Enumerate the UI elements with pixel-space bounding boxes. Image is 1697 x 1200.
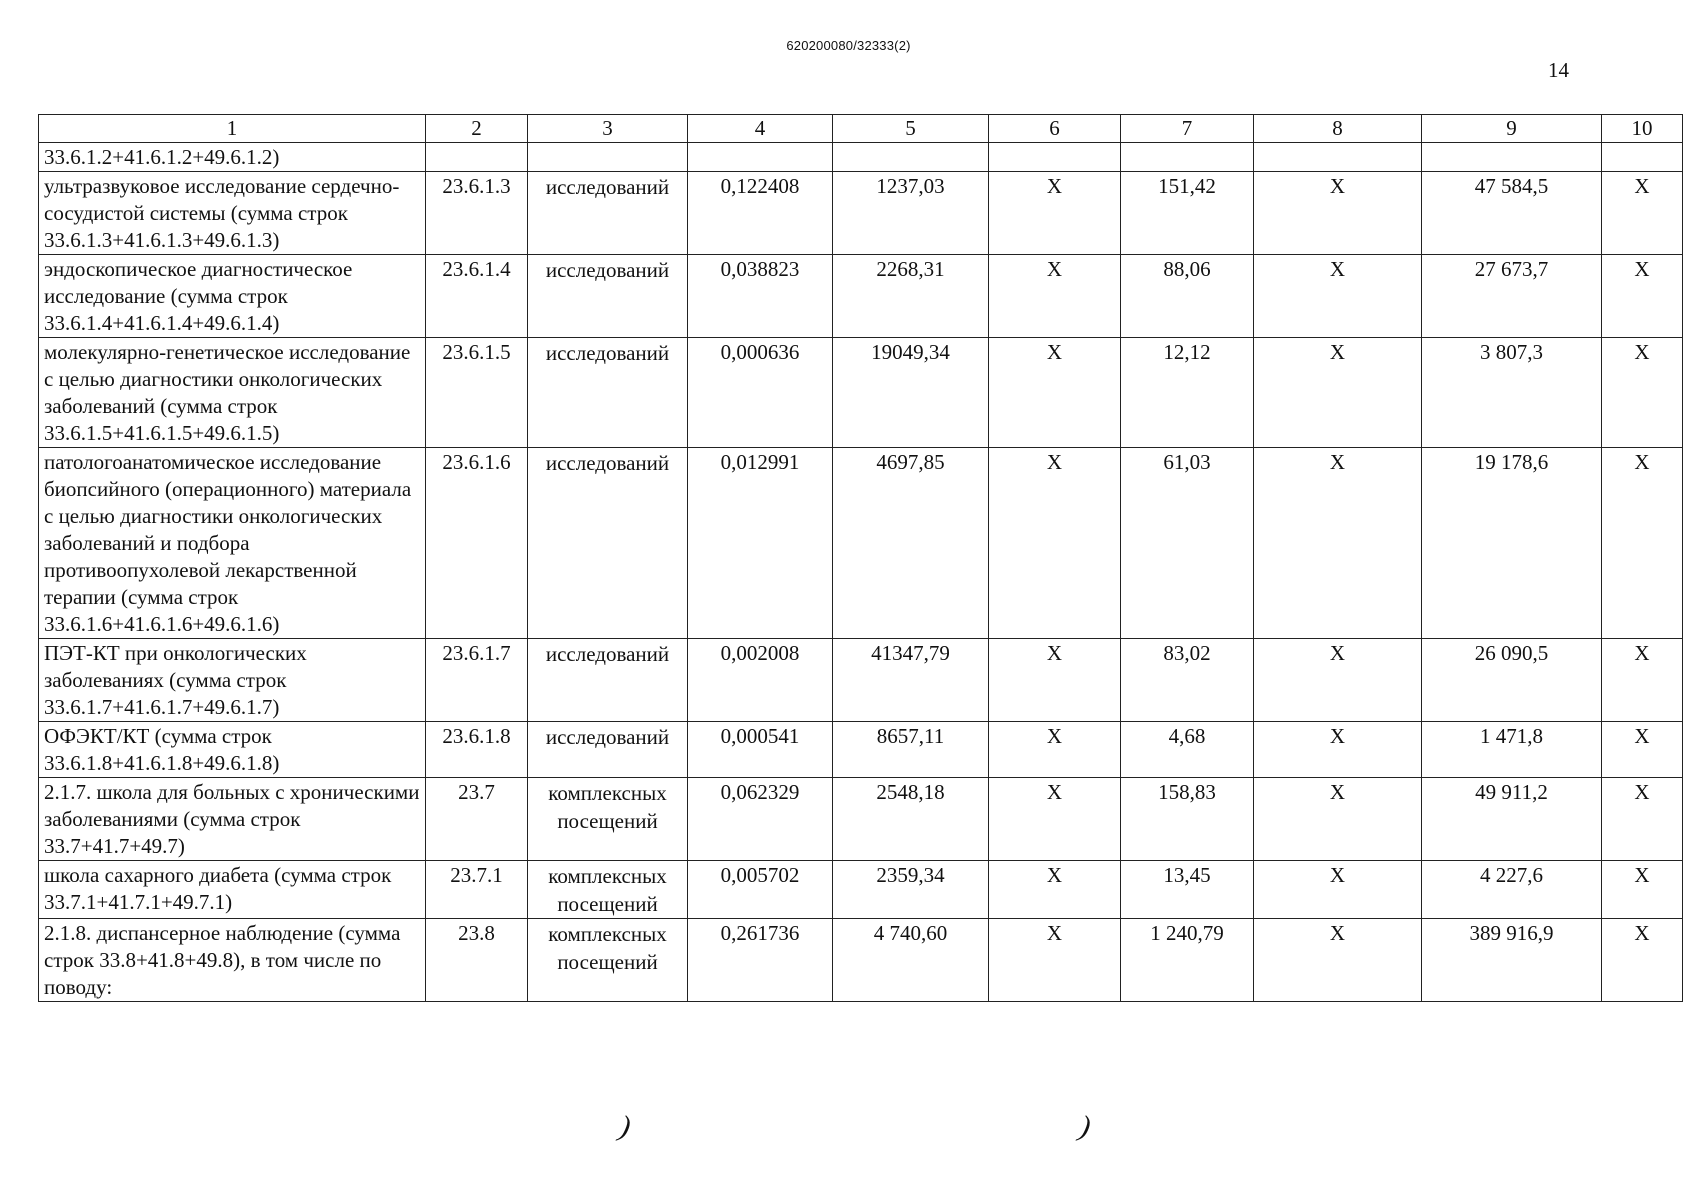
- row-col10: X: [1602, 722, 1683, 778]
- table-row: [39, 172, 1683, 255]
- row-col5: 4 740,60: [833, 919, 989, 1002]
- row-col9: 1 471,8: [1422, 722, 1602, 778]
- row-col10: X: [1602, 639, 1683, 722]
- row-col8: X: [1254, 919, 1422, 1002]
- row-unit: комплексных посещений: [528, 861, 688, 919]
- row-col5: 19049,34: [833, 338, 989, 448]
- row-col5: 41347,79: [833, 639, 989, 722]
- column-header-1: 1: [39, 115, 426, 143]
- row-col6: [989, 143, 1121, 172]
- row-description: молекулярно-генетическое исследование с целью диагностики онкологических заболеваний (сумма строк 33.6.1.5+41.6.1.5+49.6.1.5): [39, 338, 426, 448]
- row-col6: X: [989, 338, 1121, 448]
- row-col6: X: [989, 861, 1121, 919]
- row-col4: [688, 143, 833, 172]
- row-description: 2.1.8. диспансерное наблюдение (сумма строк 33.8+41.8+49.8), в том числе по поводу:: [39, 919, 426, 1002]
- column-header-8: 8: [1254, 115, 1422, 143]
- row-col4: 0,012991: [688, 448, 833, 639]
- row-col10: X: [1602, 448, 1683, 639]
- row-unit: исследований: [528, 722, 688, 778]
- row-col8: X: [1254, 448, 1422, 639]
- column-header-10: 10: [1602, 115, 1683, 143]
- row-col9: 26 090,5: [1422, 639, 1602, 722]
- row-col4: 0,000636: [688, 338, 833, 448]
- row-description: школа сахарного диабета (сумма строк 33.7.1+41.7.1+49.7.1): [39, 861, 426, 919]
- row-code: 23.8: [426, 919, 528, 1002]
- column-header-7: 7: [1121, 115, 1254, 143]
- row-col5: [833, 143, 989, 172]
- table-header: [39, 115, 1683, 143]
- row-col8: X: [1254, 722, 1422, 778]
- row-col6: X: [989, 172, 1121, 255]
- row-col7: 151,42: [1121, 172, 1254, 255]
- row-col10: X: [1602, 255, 1683, 338]
- row-unit: исследований: [528, 639, 688, 722]
- row-col7: 1 240,79: [1121, 919, 1254, 1002]
- row-col10: X: [1602, 338, 1683, 448]
- row-unit: исследований: [528, 255, 688, 338]
- row-description: 33.6.1.2+41.6.1.2+49.6.1.2): [39, 143, 426, 172]
- data-table: [38, 114, 1683, 1002]
- row-col5: 2548,18: [833, 778, 989, 861]
- row-col8: [1254, 143, 1422, 172]
- row-col8: X: [1254, 338, 1422, 448]
- row-code: 23.6.1.4: [426, 255, 528, 338]
- row-col6: X: [989, 919, 1121, 1002]
- row-col10: X: [1602, 919, 1683, 1002]
- row-code: 23.7: [426, 778, 528, 861]
- header-row: [39, 115, 1683, 143]
- table-body: [39, 143, 1683, 1002]
- row-code: [426, 143, 528, 172]
- column-header-4: 4: [688, 115, 833, 143]
- row-col9: 19 178,6: [1422, 448, 1602, 639]
- row-col5: 4697,85: [833, 448, 989, 639]
- row-code: 23.6.1.8: [426, 722, 528, 778]
- table-row: [39, 919, 1683, 1002]
- row-col9: 4 227,6: [1422, 861, 1602, 919]
- row-col10: X: [1602, 172, 1683, 255]
- column-header-2: 2: [426, 115, 528, 143]
- row-unit: комплексных посещений: [528, 778, 688, 861]
- row-col9: [1422, 143, 1602, 172]
- scan-mark-left: ): [616, 1109, 634, 1144]
- table-row: [39, 143, 1683, 172]
- row-unit: исследований: [528, 448, 688, 639]
- row-col5: 2359,34: [833, 861, 989, 919]
- row-col8: X: [1254, 778, 1422, 861]
- row-code: 23.6.1.6: [426, 448, 528, 639]
- data-table-container: [38, 114, 1682, 1002]
- row-col9: 3 807,3: [1422, 338, 1602, 448]
- row-col4: 0,000541: [688, 722, 833, 778]
- row-col7: [1121, 143, 1254, 172]
- document-id: 620200080/32333(2): [786, 38, 911, 53]
- row-description: ПЭТ-КТ при онкологических заболеваниях (сумма строк 33.6.1.7+41.6.1.7+49.6.1.7): [39, 639, 426, 722]
- row-description: патологоанатомическое исследование биопсийного (операционного) материала с целью диагностики онкологических заболеваний и подбора противоопухолевой лекарственной терапии (сумма строк 33.6.1.6+41.6.1.6+49.6.1.6): [39, 448, 426, 639]
- row-description: эндоскопическое диагностическое исследование (сумма строк 33.6.1.4+41.6.1.4+49.6.1.4): [39, 255, 426, 338]
- row-col8: X: [1254, 172, 1422, 255]
- row-col5: 8657,11: [833, 722, 989, 778]
- row-col10: [1602, 143, 1683, 172]
- row-col8: X: [1254, 861, 1422, 919]
- row-col6: X: [989, 722, 1121, 778]
- page-number: 14: [1548, 58, 1569, 82]
- row-col7: 61,03: [1121, 448, 1254, 639]
- row-col7: 12,12: [1121, 338, 1254, 448]
- table-row: [39, 448, 1683, 639]
- row-col4: 0,062329: [688, 778, 833, 861]
- row-col10: X: [1602, 861, 1683, 919]
- scan-mark-right: ): [1076, 1109, 1094, 1144]
- table-row: [39, 722, 1683, 778]
- column-header-5: 5: [833, 115, 989, 143]
- row-col9: 47 584,5: [1422, 172, 1602, 255]
- column-header-9: 9: [1422, 115, 1602, 143]
- table-row: [39, 778, 1683, 861]
- row-code: 23.6.1.7: [426, 639, 528, 722]
- table-row: [39, 861, 1683, 919]
- row-code: 23.6.1.3: [426, 172, 528, 255]
- row-unit: исследований: [528, 172, 688, 255]
- row-col4: 0,122408: [688, 172, 833, 255]
- row-col7: 4,68: [1121, 722, 1254, 778]
- table-row: [39, 338, 1683, 448]
- row-col4: 0,005702: [688, 861, 833, 919]
- row-unit: исследований: [528, 338, 688, 448]
- row-unit: [528, 143, 688, 172]
- row-description: ультразвуковое исследование сердечно-сосудистой системы (сумма строк 33.6.1.3+41.6.1.3+49.6.1.3): [39, 172, 426, 255]
- row-col5: 1237,03: [833, 172, 989, 255]
- row-col9: 49 911,2: [1422, 778, 1602, 861]
- row-unit: комплексных посещений: [528, 919, 688, 1002]
- row-col10: X: [1602, 778, 1683, 861]
- row-code: 23.6.1.5: [426, 338, 528, 448]
- row-col7: 83,02: [1121, 639, 1254, 722]
- row-description: ОФЭКТ/КТ (сумма строк 33.6.1.8+41.6.1.8+49.6.1.8): [39, 722, 426, 778]
- row-col4: 0,261736: [688, 919, 833, 1002]
- row-col9: 389 916,9: [1422, 919, 1602, 1002]
- row-description: 2.1.7. школа для больных с хроническими заболеваниями (сумма строк 33.7+41.7+49.7): [39, 778, 426, 861]
- column-header-6: 6: [989, 115, 1121, 143]
- row-col7: 13,45: [1121, 861, 1254, 919]
- table-row: [39, 639, 1683, 722]
- row-code: 23.7.1: [426, 861, 528, 919]
- column-header-3: 3: [528, 115, 688, 143]
- row-col6: X: [989, 255, 1121, 338]
- row-col6: X: [989, 448, 1121, 639]
- table-row: [39, 255, 1683, 338]
- row-col7: 88,06: [1121, 255, 1254, 338]
- row-col6: X: [989, 778, 1121, 861]
- row-col8: X: [1254, 255, 1422, 338]
- row-col4: 0,038823: [688, 255, 833, 338]
- row-col9: 27 673,7: [1422, 255, 1602, 338]
- row-col6: X: [989, 639, 1121, 722]
- row-col7: 158,83: [1121, 778, 1254, 861]
- row-col8: X: [1254, 639, 1422, 722]
- row-col5: 2268,31: [833, 255, 989, 338]
- row-col4: 0,002008: [688, 639, 833, 722]
